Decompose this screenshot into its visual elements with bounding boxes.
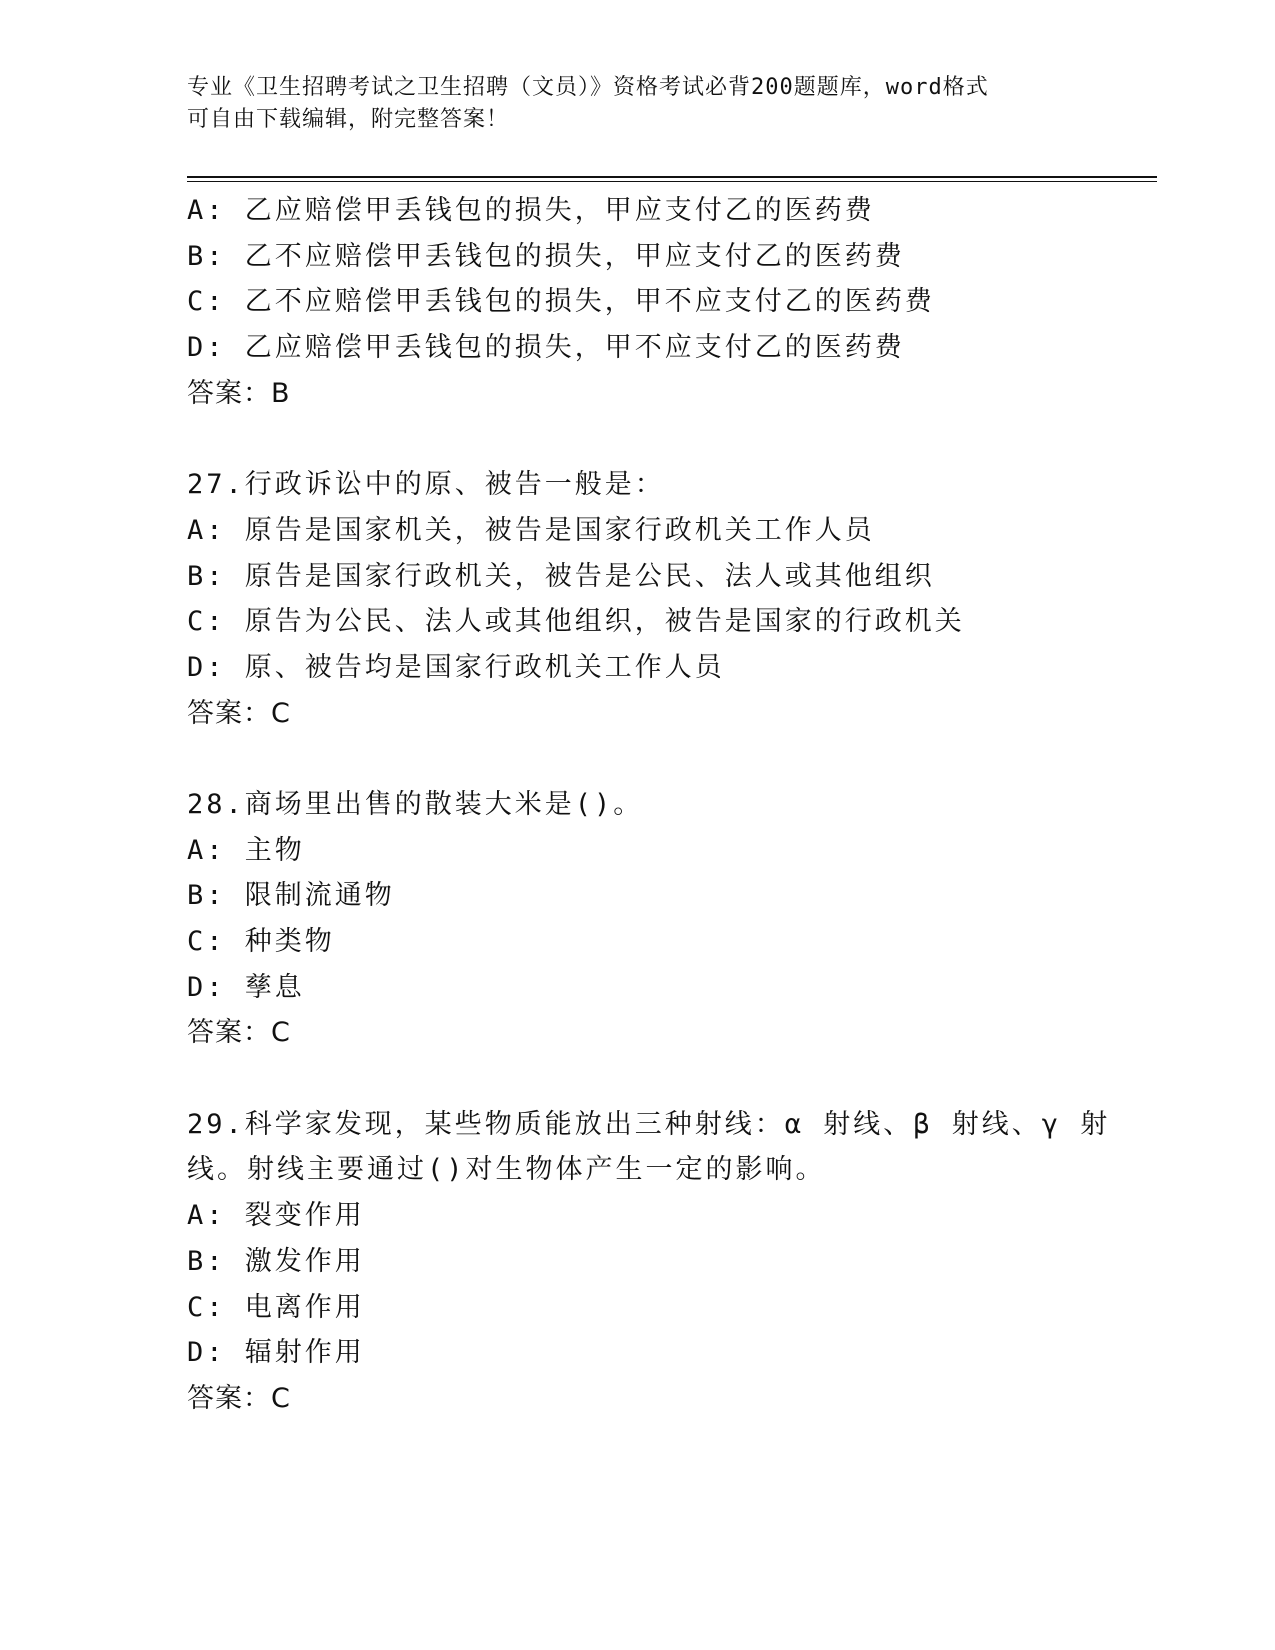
q28-option-c: C: 种类物	[187, 926, 335, 957]
q27-answer: 答案：C	[187, 697, 291, 729]
q26-option-d: D: 乙应赔偿甲丢钱包的损失，甲不应支付乙的医药费	[187, 332, 905, 364]
q29-option-d: D: 辐射作用	[187, 1337, 365, 1369]
q27-option-a: A: 原告是国家机关，被告是国家行政机关工作人员	[187, 514, 875, 546]
question-28-block	[187, 782, 1127, 1056]
q28-option-d: D: 孳息	[187, 971, 305, 1003]
spacer	[187, 416, 1127, 462]
q29-option-a: A: 裂变作用	[187, 1200, 365, 1232]
q29-question-line-2: 线。射线主要通过()对生物体产生一定的影响。	[187, 1154, 826, 1186]
spacer	[187, 1056, 1127, 1102]
question-27-block	[187, 462, 1127, 736]
header-title-line-2: 可自由下载编辑，附完整答案！	[187, 107, 510, 132]
q27-question: 27.行政诉讼中的原、被告一般是：	[187, 469, 665, 501]
header-title-line-1: 专业《卫生招聘考试之卫生招聘（文员）》资格考试必背200题题库，word格式	[187, 75, 989, 100]
q29-option-c: C: 电离作用	[187, 1291, 365, 1323]
q28-option-b: B: 限制流通物	[187, 880, 395, 912]
question-29-block	[187, 1102, 1127, 1422]
q28-answer: 答案：C	[187, 1017, 291, 1049]
spacer	[187, 736, 1127, 782]
q28-option-a: A: 主物	[187, 834, 305, 866]
document-header	[187, 72, 1067, 136]
q27-option-b: B: 原告是国家行政机关，被告是公民、法人或其他组织	[187, 560, 935, 592]
q29-answer: 答案：C	[187, 1382, 291, 1414]
q26-option-b: B: 乙不应赔偿甲丢钱包的损失，甲应支付乙的医药费	[187, 240, 905, 272]
question-26-block	[187, 188, 1127, 416]
q27-option-d: D: 原、被告均是国家行政机关工作人员	[187, 651, 725, 683]
q26-option-c: C: 乙不应赔偿甲丢钱包的损失，甲不应支付乙的医药费	[187, 286, 935, 318]
question-list	[187, 188, 1127, 1422]
q27-option-c: C: 原告为公民、法人或其他组织，被告是国家的行政机关	[187, 606, 965, 638]
q26-answer: 答案：B	[187, 377, 291, 409]
q26-option-a: A: 乙应赔偿甲丢钱包的损失，甲应支付乙的医药费	[187, 195, 875, 226]
q29-question-line-1: 29.科学家发现，某些物质能放出三种射线：α 射线、β 射线、γ 射	[187, 1108, 1111, 1140]
q28-question: 28.商场里出售的散装大米是()。	[187, 788, 644, 820]
header-divider-thin	[187, 181, 1157, 182]
q29-option-b: B: 激发作用	[187, 1245, 365, 1277]
header-divider-thick	[187, 176, 1157, 178]
